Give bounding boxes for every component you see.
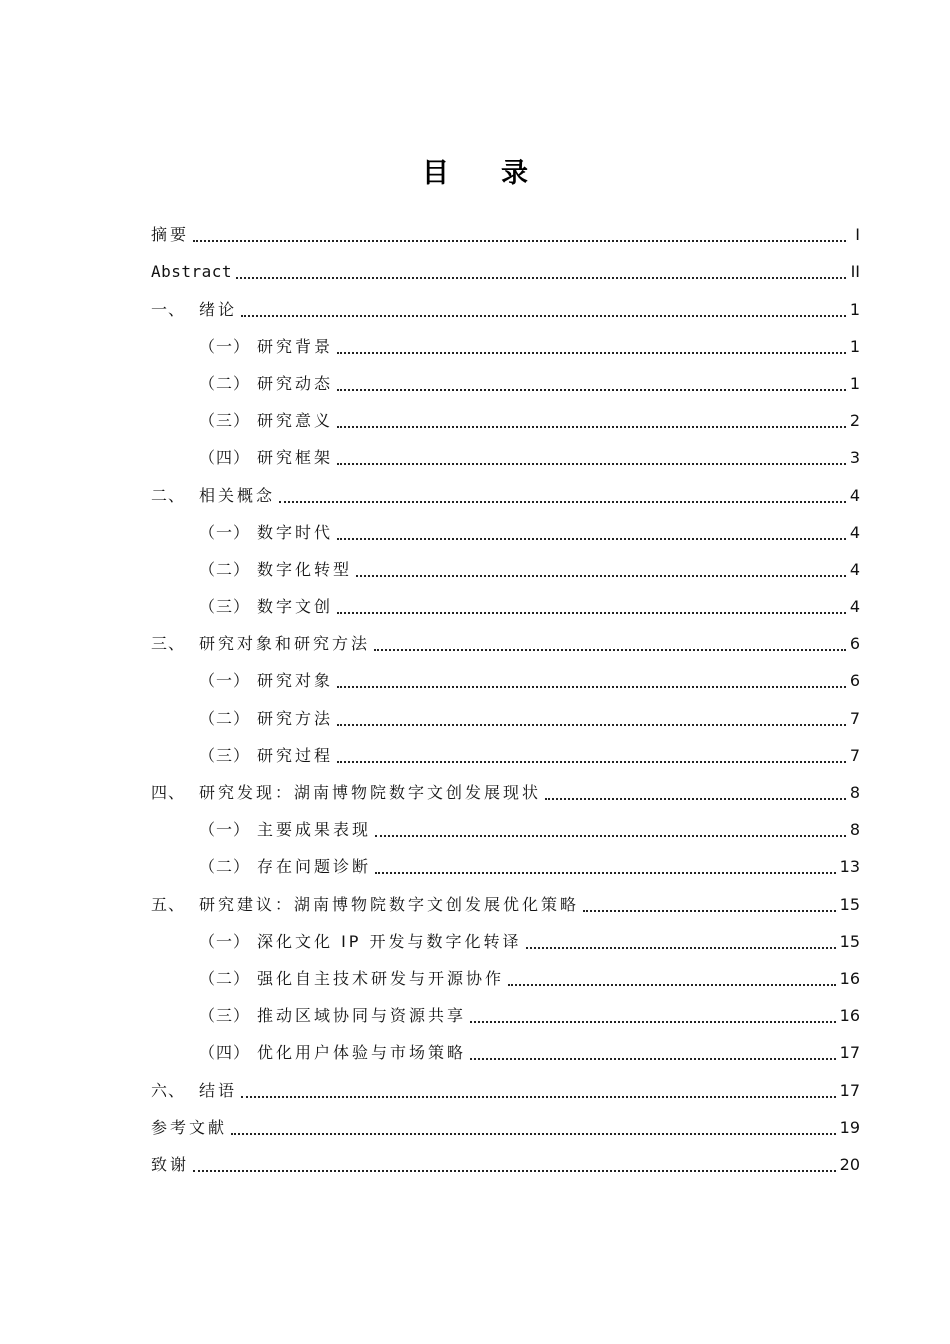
toc-page-number: 17 bbox=[839, 1080, 860, 1100]
toc-entry-number: （二） bbox=[199, 559, 251, 579]
toc-entry-number: （二） bbox=[199, 708, 251, 728]
toc-subsection-entry[interactable] bbox=[151, 729, 860, 766]
toc-section-entry[interactable] bbox=[151, 617, 860, 654]
toc-section-entry[interactable] bbox=[151, 208, 860, 245]
toc-dot-leader bbox=[337, 747, 846, 763]
toc-subsection-entry[interactable] bbox=[151, 394, 860, 431]
toc-entry-title: 参考文献 bbox=[151, 1117, 228, 1137]
toc-section-entry[interactable] bbox=[151, 1101, 860, 1138]
toc-subsection-entry[interactable] bbox=[151, 320, 860, 357]
toc-entry-number: （三） bbox=[199, 1006, 251, 1026]
toc-subsection-entry[interactable] bbox=[151, 803, 860, 840]
toc-entry-title: 研究发现：湖南博物院数字文创发展现状 bbox=[199, 783, 542, 802]
toc-page-number: 7 bbox=[849, 745, 860, 765]
toc-entry-number: （三） bbox=[199, 597, 251, 617]
toc-dot-leader bbox=[470, 1007, 836, 1023]
toc-dot-leader bbox=[374, 635, 846, 651]
toc-page-number: 4 bbox=[849, 522, 860, 542]
toc-page-number: 4 bbox=[849, 485, 860, 505]
toc-subsection-entry[interactable] bbox=[151, 989, 860, 1026]
toc-dot-leader bbox=[193, 1156, 836, 1172]
toc-dot-leader bbox=[508, 970, 836, 986]
toc-entry-number: （一） bbox=[199, 931, 251, 951]
toc-page-number: I bbox=[855, 225, 860, 245]
toc-page-number: II bbox=[850, 262, 860, 282]
toc-dot-leader bbox=[583, 896, 836, 912]
toc-page-number: 16 bbox=[839, 968, 860, 988]
toc-entry-title: 摘要 bbox=[151, 225, 190, 245]
toc-entry-title: 致谢 bbox=[151, 1154, 190, 1174]
toc-subsection-entry[interactable] bbox=[151, 580, 860, 617]
toc-entry-number: 六、 bbox=[151, 1080, 186, 1100]
toc-entry-number: （二） bbox=[199, 373, 251, 393]
toc-entry-title: 数字时代 bbox=[257, 522, 334, 542]
toc-section-entry[interactable] bbox=[151, 282, 860, 319]
toc-entry-title: 研究框架 bbox=[257, 448, 334, 468]
toc-page-number: 8 bbox=[849, 783, 860, 802]
toc-dot-leader bbox=[526, 933, 836, 949]
toc-dot-leader bbox=[337, 449, 846, 465]
toc-entry-number: （二） bbox=[199, 857, 251, 877]
page-title: 目录 bbox=[422, 158, 580, 189]
toc-dot-leader bbox=[241, 301, 846, 317]
toc-section-entry[interactable] bbox=[151, 877, 860, 914]
toc-dot-leader bbox=[231, 1119, 836, 1135]
toc-dot-leader bbox=[337, 375, 846, 391]
toc-page-number: 15 bbox=[839, 931, 860, 951]
toc-section-entry[interactable] bbox=[151, 766, 860, 803]
toc-dot-leader bbox=[337, 598, 846, 614]
toc-page-number: 2 bbox=[849, 411, 860, 431]
toc-dot-leader bbox=[279, 487, 846, 503]
toc-section-entry[interactable] bbox=[151, 1138, 860, 1175]
toc-entry-title: 相关概念 bbox=[199, 485, 276, 505]
toc-entry-title: 优化用户体验与市场策略 bbox=[257, 1043, 467, 1063]
toc-entry-number: （一） bbox=[199, 336, 251, 356]
toc-dot-leader bbox=[375, 821, 846, 837]
toc-page-number: 4 bbox=[849, 597, 860, 617]
toc-page-number: 17 bbox=[839, 1043, 860, 1063]
toc-dot-leader bbox=[337, 412, 846, 428]
toc-entry-title: 数字文创 bbox=[257, 597, 334, 617]
toc-page-number: 1 bbox=[849, 373, 860, 393]
toc-page-number: 13 bbox=[839, 857, 860, 877]
toc-entry-number: （四） bbox=[199, 1043, 251, 1063]
toc-entry-title: 深化文化 IP 开发与数字化转译 bbox=[257, 931, 522, 951]
toc-entry-title: 研究建议：湖南博物院数字文创发展优化策略 bbox=[199, 894, 580, 914]
toc-entry-title: 研究方法 bbox=[257, 708, 334, 728]
toc-entry-number: （一） bbox=[199, 671, 251, 691]
toc-subsection-entry[interactable] bbox=[151, 952, 860, 989]
toc-subsection-entry[interactable] bbox=[151, 1026, 860, 1063]
toc-dot-leader bbox=[375, 858, 836, 874]
toc-subsection-entry[interactable] bbox=[151, 691, 860, 728]
toc-subsection-entry[interactable] bbox=[151, 431, 860, 468]
toc-entry-title: 主要成果表现 bbox=[257, 820, 372, 840]
toc-dot-leader bbox=[236, 263, 846, 279]
toc-section-entry[interactable] bbox=[151, 1063, 860, 1100]
toc-entry-number: （二） bbox=[199, 968, 251, 988]
toc-page-number: 1 bbox=[849, 336, 860, 356]
toc-entry-title: 研究过程 bbox=[257, 745, 334, 765]
toc-dot-leader bbox=[337, 524, 846, 540]
toc-dot-leader bbox=[470, 1044, 836, 1060]
toc-entry-title: 数字化转型 bbox=[257, 559, 353, 579]
toc-subsection-entry[interactable] bbox=[151, 654, 860, 691]
toc-page-number: 8 bbox=[849, 820, 860, 840]
toc-dot-leader bbox=[356, 561, 846, 577]
toc-entry-title: 研究对象和研究方法 bbox=[199, 634, 371, 654]
toc-entry-number: 三、 bbox=[151, 634, 186, 654]
toc-section-entry[interactable] bbox=[151, 245, 860, 282]
toc-entry-title: 结语 bbox=[199, 1080, 238, 1100]
toc-page-number: 20 bbox=[839, 1154, 860, 1174]
toc-subsection-entry[interactable] bbox=[151, 357, 860, 394]
toc-dot-leader bbox=[337, 672, 846, 688]
toc-page-number: 6 bbox=[849, 634, 860, 654]
toc-entry-title: 存在问题诊断 bbox=[257, 857, 372, 877]
toc-entry-title: 研究背景 bbox=[257, 336, 334, 356]
toc-entry-title: 研究意义 bbox=[257, 411, 334, 431]
toc-entry-number: （四） bbox=[199, 448, 251, 468]
toc-entry-title: 绪论 bbox=[199, 299, 238, 319]
toc-page-number: 4 bbox=[849, 559, 860, 579]
toc-page-number: 16 bbox=[839, 1006, 860, 1026]
toc-entry-title: 研究对象 bbox=[257, 671, 334, 691]
toc-page-number: 19 bbox=[839, 1117, 860, 1137]
toc-subsection-entry[interactable] bbox=[151, 840, 860, 877]
toc-dot-leader bbox=[241, 1082, 836, 1098]
toc-entry-number: （一） bbox=[199, 820, 251, 840]
toc-page-number: 15 bbox=[839, 894, 860, 914]
toc-entry-number: 一、 bbox=[151, 299, 186, 319]
toc-entry-number: （三） bbox=[199, 411, 251, 431]
toc-dot-leader bbox=[545, 784, 846, 800]
toc-page-number: 3 bbox=[849, 448, 860, 468]
toc-entry-title: 推动区域协同与资源共享 bbox=[257, 1006, 467, 1026]
toc-entry-number: 二、 bbox=[151, 485, 186, 505]
toc-entry-title: 研究动态 bbox=[257, 373, 334, 393]
toc-dot-leader bbox=[337, 710, 846, 726]
toc-subsection-entry[interactable] bbox=[151, 543, 860, 580]
toc-entry-title: 强化自主技术研发与开源协作 bbox=[257, 968, 505, 988]
toc-dot-leader bbox=[193, 226, 846, 242]
toc-subsection-entry[interactable] bbox=[151, 506, 860, 543]
toc-entry-number: 四、 bbox=[151, 783, 186, 802]
toc-entry-number: 五、 bbox=[151, 894, 186, 914]
toc-subsection-entry[interactable] bbox=[151, 915, 860, 952]
toc-page-number: 6 bbox=[849, 671, 860, 691]
toc-entry-number: （三） bbox=[199, 745, 251, 765]
toc-entry-title: Abstract bbox=[151, 262, 233, 282]
toc-page-number: 7 bbox=[849, 708, 860, 728]
toc-list bbox=[151, 208, 860, 1175]
toc-page-number: 1 bbox=[849, 299, 860, 319]
toc-dot-leader bbox=[337, 338, 846, 354]
toc-entry-number: （一） bbox=[199, 522, 251, 542]
toc-section-entry[interactable] bbox=[151, 468, 860, 505]
